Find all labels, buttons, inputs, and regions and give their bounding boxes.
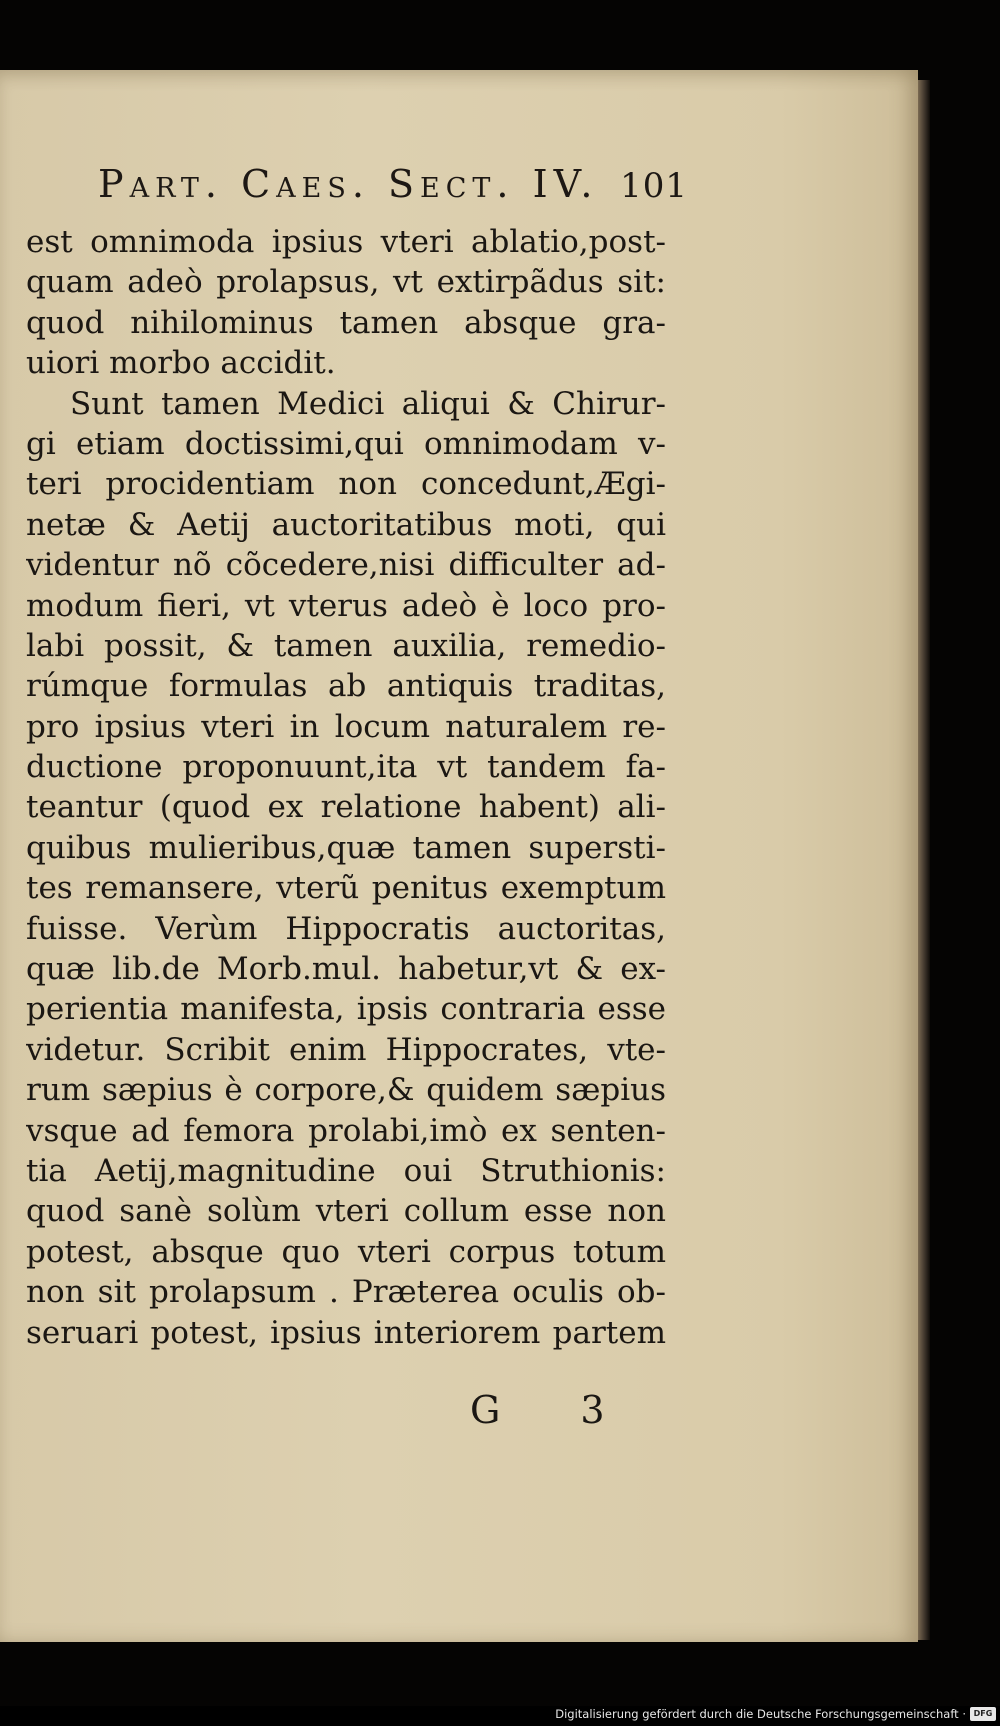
- text-line: tes remansere, vterũ penitus exemptum: [26, 870, 666, 907]
- text-line: gi etiam doctissimi,qui omnimodam v-: [26, 425, 666, 462]
- text-line: rúmque formulas ab antiquis traditas,: [26, 668, 666, 705]
- text-line: potest, absque quo vteri corpus totum: [26, 1233, 666, 1270]
- text-line: seruari potest, ipsius interiorem partem: [26, 1314, 666, 1351]
- text-line: quod nihilominus tamen absque gra-: [26, 304, 666, 341]
- digitization-credit: Digitalisierung gefördert durch die Deutsche Forschungsgemeinschaft ·: [555, 1707, 966, 1721]
- text-line: rum sæpius è corpore,& quidem sæpius: [26, 1072, 666, 1109]
- text-line: ductione proponuunt,ita vt tandem fa-: [26, 749, 666, 786]
- text-line: est omnimoda ipsius vteri ablatio,post-: [26, 224, 666, 260]
- text-line: teantur (quod ex relatione habent) ali-: [26, 789, 666, 826]
- text-line: Sunt tamen Medici aliqui & Chirur-: [70, 385, 666, 422]
- text-line: pro ipsius vteri in locum naturalem re-: [26, 708, 666, 745]
- running-title: Part. Caes. Sect. IV.: [98, 162, 599, 206]
- text-line: perientia manifesta, ipsis contraria esse: [26, 991, 666, 1028]
- text-line: quam adeò prolapsus, vt extirpãdus sit:: [26, 264, 666, 301]
- text-line: non sit prolapsum . Præterea oculis ob-: [26, 1274, 666, 1311]
- text-line: tia Aetij,magnitudine oui Struthionis:: [26, 1152, 666, 1189]
- text-line: netæ & Aetij auctoritatibus moti, qui: [26, 506, 666, 543]
- running-header: [98, 162, 688, 206]
- signature-mark: G 3: [470, 1388, 639, 1432]
- body-text: [26, 222, 666, 1353]
- text-line: videtur. Scribit enim Hippocrates, vte-: [26, 1031, 666, 1068]
- text-line: teri procidentiam non concedunt,Ægi-: [26, 466, 666, 503]
- text-line: labi possit, & tamen auxilia, remedio-: [26, 627, 666, 664]
- text-line: quod sanè solùm vteri collum esse non: [26, 1193, 666, 1230]
- text-line: uiori morbo accidit.: [26, 345, 336, 382]
- page-edge: [918, 80, 930, 1640]
- text-line: fuisse. Verùm Hippocratis auctoritas,: [26, 910, 666, 947]
- text-line: quibus mulieribus,quæ tamen supersti-: [26, 829, 666, 866]
- text-line: videntur nõ cõcedere,nisi difficulter ad-: [26, 547, 666, 584]
- dfg-logo-icon: DFG: [970, 1707, 996, 1721]
- text-line: vsque ad femora prolabi,imò ex senten-: [26, 1112, 666, 1149]
- text-line: quæ lib.de Morb.mul. habetur,vt & ex-: [26, 951, 666, 988]
- text-line: modum fieri, vt vterus adeò è loco pro-: [26, 587, 666, 624]
- page-number: 101: [620, 166, 688, 206]
